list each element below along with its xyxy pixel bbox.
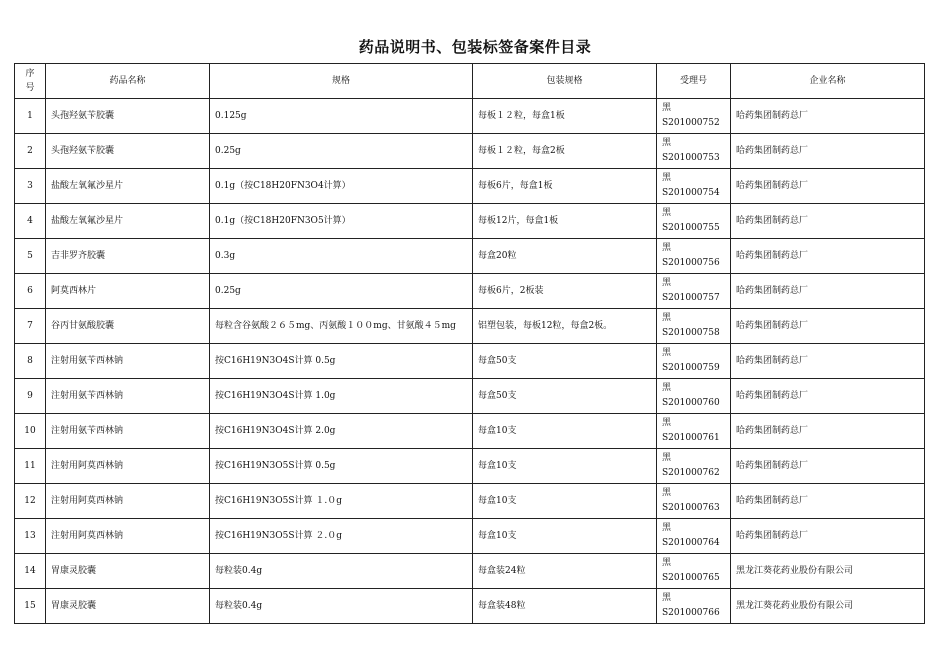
- table-row: [15, 134, 925, 169]
- cell-acceptance: [657, 554, 731, 589]
- header-package: 包装规格: [473, 64, 657, 99]
- acceptance-code: S201000762: [662, 468, 720, 478]
- acceptance-code: S201000765: [662, 573, 720, 583]
- acceptance-prefix: 黑: [662, 523, 672, 533]
- cell-spec: 0.25g: [210, 134, 473, 169]
- acceptance-prefix: 黑: [662, 313, 672, 323]
- table-row: [15, 414, 925, 449]
- cell-company: 哈药集团制药总厂: [731, 204, 925, 239]
- cell-drug-name: 注射用阿莫西林钠: [46, 519, 210, 554]
- cell-package: 每板12片，每盒1板: [473, 204, 657, 239]
- cell-company: 哈药集团制药总厂: [731, 99, 925, 134]
- table-row: [15, 484, 925, 519]
- cell-package: 每板6片，每盒1板: [473, 169, 657, 204]
- page-title: 药品说明书、包装标签备案件目录: [358, 38, 592, 56]
- acceptance-prefix: 黑: [662, 348, 672, 358]
- acceptance-code: S201000757: [662, 293, 720, 303]
- cell-company: 哈药集团制药总厂: [731, 309, 925, 344]
- table-row: [15, 169, 925, 204]
- cell-spec: 0.25g: [210, 274, 473, 309]
- cell-drug-name: 盐酸左氧氟沙星片: [46, 169, 210, 204]
- cell-no: 7: [15, 309, 46, 344]
- cell-no: 6: [15, 274, 46, 309]
- cell-acceptance: [657, 99, 731, 134]
- table-row: [15, 379, 925, 414]
- cell-spec: 按C16H19N3O4S计算 0.5g: [210, 344, 473, 379]
- header-name: 药品名称: [46, 64, 210, 99]
- table-row: [15, 239, 925, 274]
- acceptance-code: S201000758: [662, 328, 720, 338]
- header-acceptance: 受理号: [657, 64, 731, 99]
- cell-spec: 0.3g: [210, 239, 473, 274]
- header-spec: 规格: [210, 64, 473, 99]
- cell-no: 9: [15, 379, 46, 414]
- cell-package: 每盒10支: [473, 484, 657, 519]
- cell-package: 每盒装48粒: [473, 589, 657, 624]
- cell-acceptance: [657, 309, 731, 344]
- cell-spec: 每粒装0.4g: [210, 554, 473, 589]
- cell-acceptance: [657, 379, 731, 414]
- cell-company: 哈药集团制药总厂: [731, 414, 925, 449]
- cell-spec: 按C16H19N3O4S计算 2.0g: [210, 414, 473, 449]
- cell-company: 哈药集团制药总厂: [731, 449, 925, 484]
- cell-company: 黑龙江葵花药业股份有限公司: [731, 554, 925, 589]
- cell-drug-name: 胃康灵胶囊: [46, 589, 210, 624]
- cell-company: 哈药集团制药总厂: [731, 169, 925, 204]
- cell-company: 哈药集团制药总厂: [731, 519, 925, 554]
- table-row: [15, 519, 925, 554]
- acceptance-code: S201000754: [662, 188, 720, 198]
- cell-drug-name: 注射用阿莫西林钠: [46, 449, 210, 484]
- acceptance-prefix: 黑: [662, 208, 672, 218]
- acceptance-code: S201000761: [662, 433, 720, 443]
- acceptance-prefix: 黑: [662, 418, 672, 428]
- header-row: [15, 64, 925, 99]
- acceptance-prefix: 黑: [662, 138, 672, 148]
- acceptance-prefix: 黑: [662, 453, 672, 463]
- cell-spec: 按C16H19N3O5S计算 ２.０g: [210, 519, 473, 554]
- table-body: [15, 99, 925, 624]
- cell-acceptance: [657, 169, 731, 204]
- cell-package: 每板１２粒，每盒2板: [473, 134, 657, 169]
- cell-company: 哈药集团制药总厂: [731, 239, 925, 274]
- cell-acceptance: [657, 449, 731, 484]
- table-row: [15, 204, 925, 239]
- cell-acceptance: [657, 344, 731, 379]
- acceptance-prefix: 黑: [662, 488, 672, 498]
- cell-package: 每盒10支: [473, 519, 657, 554]
- table-row: [15, 344, 925, 379]
- cell-package: 每板6片，2板装: [473, 274, 657, 309]
- table-row: [15, 309, 925, 344]
- header-company: 企业名称: [731, 64, 925, 99]
- cell-spec: 每粒含谷氨酸２６５mg、丙氨酸１００mg、甘氨酸４５mg: [210, 309, 473, 344]
- cell-no: 11: [15, 449, 46, 484]
- cell-acceptance: [657, 204, 731, 239]
- cell-company: 哈药集团制药总厂: [731, 344, 925, 379]
- acceptance-prefix: 黑: [662, 243, 672, 253]
- acceptance-code: S201000752: [662, 118, 720, 128]
- cell-spec: 每粒装0.4g: [210, 589, 473, 624]
- cell-drug-name: 头孢羟氨苄胶囊: [46, 99, 210, 134]
- cell-acceptance: [657, 274, 731, 309]
- cell-package: 每盒50支: [473, 344, 657, 379]
- cell-package: 每盒50支: [473, 379, 657, 414]
- cell-package: 铝塑包装，每板12粒，每盒2板。: [473, 309, 657, 344]
- cell-package: 每板１２粒，每盒1板: [473, 99, 657, 134]
- cell-acceptance: [657, 519, 731, 554]
- cell-drug-name: 盐酸左氧氟沙星片: [46, 204, 210, 239]
- cell-drug-name: 注射用阿莫西林钠: [46, 484, 210, 519]
- cell-company: 黑龙江葵花药业股份有限公司: [731, 589, 925, 624]
- cell-company: 哈药集团制药总厂: [731, 274, 925, 309]
- acceptance-prefix: 黑: [662, 593, 672, 603]
- header-no: 序 号: [15, 64, 46, 99]
- acceptance-prefix: 黑: [662, 278, 672, 288]
- table-row: [15, 99, 925, 134]
- cell-drug-name: 吉非罗齐胶囊: [46, 239, 210, 274]
- table-row: [15, 449, 925, 484]
- cell-no: 12: [15, 484, 46, 519]
- cell-package: 每盒装24粒: [473, 554, 657, 589]
- acceptance-code: S201000759: [662, 363, 720, 373]
- cell-drug-name: 谷丙甘氨酸胶囊: [46, 309, 210, 344]
- acceptance-code: S201000753: [662, 153, 720, 163]
- cell-no: 3: [15, 169, 46, 204]
- cell-package: 每盒20粒: [473, 239, 657, 274]
- cell-drug-name: 胃康灵胶囊: [46, 554, 210, 589]
- acceptance-prefix: 黑: [662, 558, 672, 568]
- cell-spec: 0.125g: [210, 99, 473, 134]
- acceptance-prefix: 黑: [662, 103, 672, 113]
- cell-no: 5: [15, 239, 46, 274]
- cell-acceptance: [657, 589, 731, 624]
- cell-package: 每盒10支: [473, 414, 657, 449]
- acceptance-code: S201000760: [662, 398, 720, 408]
- acceptance-code: S201000763: [662, 503, 720, 513]
- cell-spec: 按C16H19N3O5S计算 0.5g: [210, 449, 473, 484]
- acceptance-code: S201000766: [662, 608, 720, 618]
- cell-drug-name: 头孢羟氨苄胶囊: [46, 134, 210, 169]
- cell-no: 8: [15, 344, 46, 379]
- cell-drug-name: 注射用氨苄西林钠: [46, 344, 210, 379]
- cell-company: 哈药集团制药总厂: [731, 379, 925, 414]
- table-row: [15, 589, 925, 624]
- cell-acceptance: [657, 484, 731, 519]
- cell-company: 哈药集团制药总厂: [731, 134, 925, 169]
- catalog-table: [14, 63, 925, 624]
- cell-no: 10: [15, 414, 46, 449]
- cell-drug-name: 注射用氨苄西林钠: [46, 414, 210, 449]
- cell-acceptance: [657, 239, 731, 274]
- cell-no: 15: [15, 589, 46, 624]
- cell-drug-name: 阿莫西林片: [46, 274, 210, 309]
- cell-package: 每盒10支: [473, 449, 657, 484]
- cell-no: 4: [15, 204, 46, 239]
- cell-spec: 0.1g（按C18H20FN3O4计算）: [210, 169, 473, 204]
- acceptance-prefix: 黑: [662, 383, 672, 393]
- cell-drug-name: 注射用氨苄西林钠: [46, 379, 210, 414]
- cell-acceptance: [657, 414, 731, 449]
- acceptance-code: S201000756: [662, 258, 720, 268]
- acceptance-prefix: 黑: [662, 173, 672, 183]
- cell-company: 哈药集团制药总厂: [731, 484, 925, 519]
- cell-no: 13: [15, 519, 46, 554]
- acceptance-code: S201000755: [662, 223, 720, 233]
- cell-spec: 按C16H19N3O5S计算 １.０g: [210, 484, 473, 519]
- cell-no: 2: [15, 134, 46, 169]
- cell-spec: 按C16H19N3O4S计算 1.0g: [210, 379, 473, 414]
- cell-acceptance: [657, 134, 731, 169]
- acceptance-code: S201000764: [662, 538, 720, 548]
- table-row: [15, 274, 925, 309]
- cell-no: 1: [15, 99, 46, 134]
- cell-spec: 0.1g（按C18H20FN3O5计算）: [210, 204, 473, 239]
- cell-no: 14: [15, 554, 46, 589]
- table-row: [15, 554, 925, 589]
